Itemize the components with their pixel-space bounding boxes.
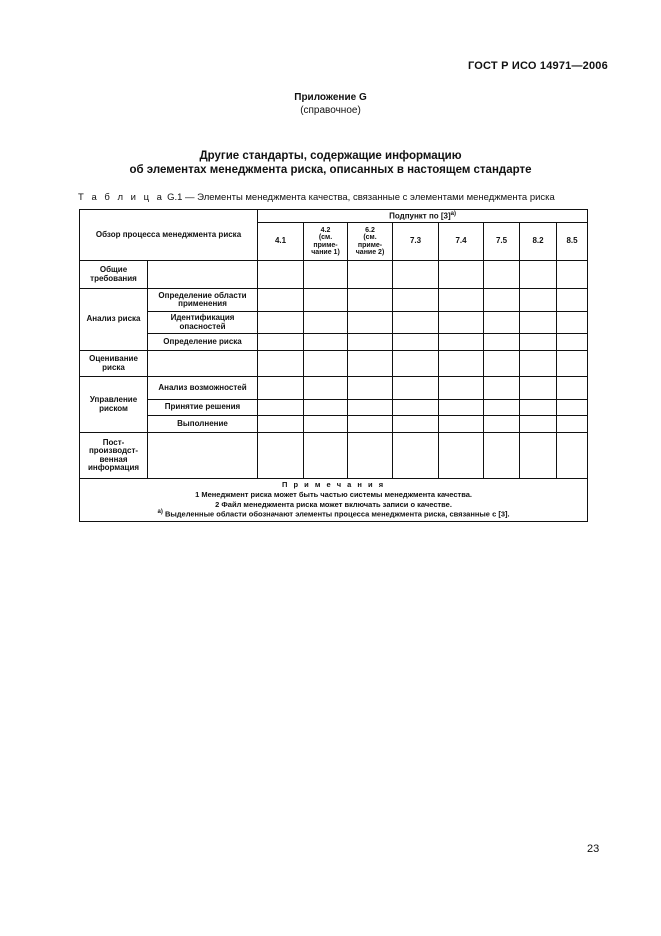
table-cell xyxy=(304,261,348,289)
table-cell xyxy=(439,312,484,334)
table-cell xyxy=(484,312,520,334)
row-label-decision: Принятие решения xyxy=(148,400,258,416)
page-number: 23 xyxy=(587,843,600,855)
table-cell xyxy=(348,312,393,334)
note-2: 2 Файл менеджмента риска может включать записи о качестве. xyxy=(215,499,452,509)
table-cell xyxy=(393,289,439,312)
table-cell xyxy=(557,261,588,289)
table-cell xyxy=(348,416,393,433)
subclause-footnote-mark: а) xyxy=(450,211,457,217)
column-header-6-2: 6.2 (см. приме- чание 2) xyxy=(348,223,393,261)
table-cell xyxy=(393,334,439,351)
table-cell xyxy=(304,312,348,334)
row-label-hazards: Идентификация опасностей xyxy=(148,312,258,334)
table-cell xyxy=(304,377,348,400)
table-cell xyxy=(557,400,588,416)
table-cell xyxy=(393,261,439,289)
table-cell xyxy=(484,416,520,433)
table-cell xyxy=(520,400,557,416)
table-row-risk-definition xyxy=(80,334,588,351)
table-cell xyxy=(520,416,557,433)
subclause-group-header xyxy=(258,210,588,223)
table-row-scope xyxy=(80,289,588,312)
table-cell xyxy=(520,433,557,479)
table-cell xyxy=(348,351,393,377)
note-1: 1 Менеджмент риска может быть частью системы менеджмента качества. xyxy=(195,489,472,499)
risk-management-table xyxy=(79,209,588,522)
document-title-line-1: Другие стандарты, содержащие информацию xyxy=(199,150,462,162)
table-cell xyxy=(258,416,304,433)
table-cell xyxy=(520,351,557,377)
table-cell xyxy=(148,351,258,377)
row-label-risk-analysis: Анализ риска xyxy=(80,289,148,351)
table-cell xyxy=(348,433,393,479)
table-cell xyxy=(484,289,520,312)
table-cell xyxy=(258,334,304,351)
table-cell xyxy=(304,351,348,377)
table-cell xyxy=(348,261,393,289)
table-cell xyxy=(439,261,484,289)
table-notes-row xyxy=(80,479,588,522)
table-cell xyxy=(348,377,393,400)
standard-designation: ГОСТ Р ИСО 14971—2006 xyxy=(468,60,608,72)
column-header-7-5: 7.5 xyxy=(484,223,520,261)
table-cell xyxy=(393,351,439,377)
note-a xyxy=(82,509,585,519)
table-cell xyxy=(258,400,304,416)
table-cell xyxy=(520,289,557,312)
caption-number: G.1 xyxy=(167,192,183,203)
row-label-options: Анализ возможностей xyxy=(148,377,258,400)
table-cell xyxy=(258,377,304,400)
table-cell xyxy=(258,261,304,289)
column-header-4-2: 4.2 (см. приме- чание 1) xyxy=(304,223,348,261)
table-cell xyxy=(439,416,484,433)
table-cell xyxy=(484,261,520,289)
table-cell xyxy=(520,377,557,400)
column-header-7-4: 7.4 xyxy=(439,223,484,261)
table-cell xyxy=(258,289,304,312)
table-cell xyxy=(557,334,588,351)
table-cell xyxy=(484,433,520,479)
row-label-risk-control: Управление риском xyxy=(80,377,148,433)
note-a-mark: а) xyxy=(157,509,163,516)
annex-title: Приложение G xyxy=(294,92,367,103)
table-row-options xyxy=(80,377,588,400)
row-label-general: Общие требования xyxy=(80,261,148,289)
annex-subtitle: (справочное) xyxy=(300,105,361,116)
table-cell xyxy=(557,377,588,400)
table-cell xyxy=(484,377,520,400)
table-row-general xyxy=(80,261,588,289)
table-cell xyxy=(393,312,439,334)
table-cell xyxy=(484,400,520,416)
table-cell xyxy=(439,400,484,416)
table-cell xyxy=(148,261,258,289)
table-caption xyxy=(78,192,555,203)
notes-heading: П р и м е ч а н и я xyxy=(281,480,386,490)
table-cell xyxy=(520,261,557,289)
column-header-4-1: 4.1 xyxy=(258,223,304,261)
table-cell xyxy=(348,334,393,351)
table-cell xyxy=(304,400,348,416)
table-cell xyxy=(439,351,484,377)
table-cell xyxy=(557,351,588,377)
column-header-7-3: 7.3 xyxy=(393,223,439,261)
document-title-line-2: об элементах менеджмента риска, описанных в настоящем стандарте xyxy=(129,164,532,176)
row-label-scope: Определение области применения xyxy=(148,289,258,312)
row-label-implementation: Выполнение xyxy=(148,416,258,433)
table-notes xyxy=(80,479,588,522)
row-label-evaluation: Оценивание риска xyxy=(80,351,148,377)
table-cell xyxy=(484,334,520,351)
table-cell xyxy=(258,312,304,334)
table-cell xyxy=(439,433,484,479)
table-cell xyxy=(304,416,348,433)
table-cell xyxy=(557,312,588,334)
table-cell xyxy=(557,416,588,433)
table-cell xyxy=(304,334,348,351)
table-cell xyxy=(304,433,348,479)
row-label-risk-definition: Определение риска xyxy=(148,334,258,351)
table-cell xyxy=(393,377,439,400)
table-cell xyxy=(557,433,588,479)
table-cell xyxy=(304,289,348,312)
table-cell xyxy=(520,312,557,334)
table-cell xyxy=(484,351,520,377)
note-a-text: Выделенные области обозначают элементы процесса менеджмента риска, связанные с [3]. xyxy=(164,509,510,519)
table-cell xyxy=(393,400,439,416)
table-row-hazards xyxy=(80,312,588,334)
column-header-8-2: 8.2 xyxy=(520,223,557,261)
corner-header: Обзор процесса менеджмента риска xyxy=(80,210,258,261)
table-cell xyxy=(439,334,484,351)
table-row-implementation xyxy=(80,416,588,433)
table-cell xyxy=(393,416,439,433)
table-row-post-production xyxy=(80,433,588,479)
caption-prefix: Т а б л и ц а xyxy=(78,192,165,203)
subclause-group-label: Подпункт по [3] xyxy=(389,211,451,221)
row-label-post-production: Пост-производст-венная информация xyxy=(80,433,148,479)
table-cell xyxy=(520,334,557,351)
table-cell xyxy=(258,351,304,377)
table-cell xyxy=(148,433,258,479)
table-cell xyxy=(393,433,439,479)
table-cell xyxy=(348,289,393,312)
table-cell xyxy=(439,289,484,312)
table-cell xyxy=(439,377,484,400)
column-header-8-5: 8.5 xyxy=(557,223,588,261)
table-cell xyxy=(348,400,393,416)
table-cell xyxy=(258,433,304,479)
table-row-evaluation xyxy=(80,351,588,377)
table-row-decision xyxy=(80,400,588,416)
caption-text: — Элементы менеджмента качества, связанные с элементами менеджмента риска xyxy=(185,192,555,203)
table-cell xyxy=(557,289,588,312)
